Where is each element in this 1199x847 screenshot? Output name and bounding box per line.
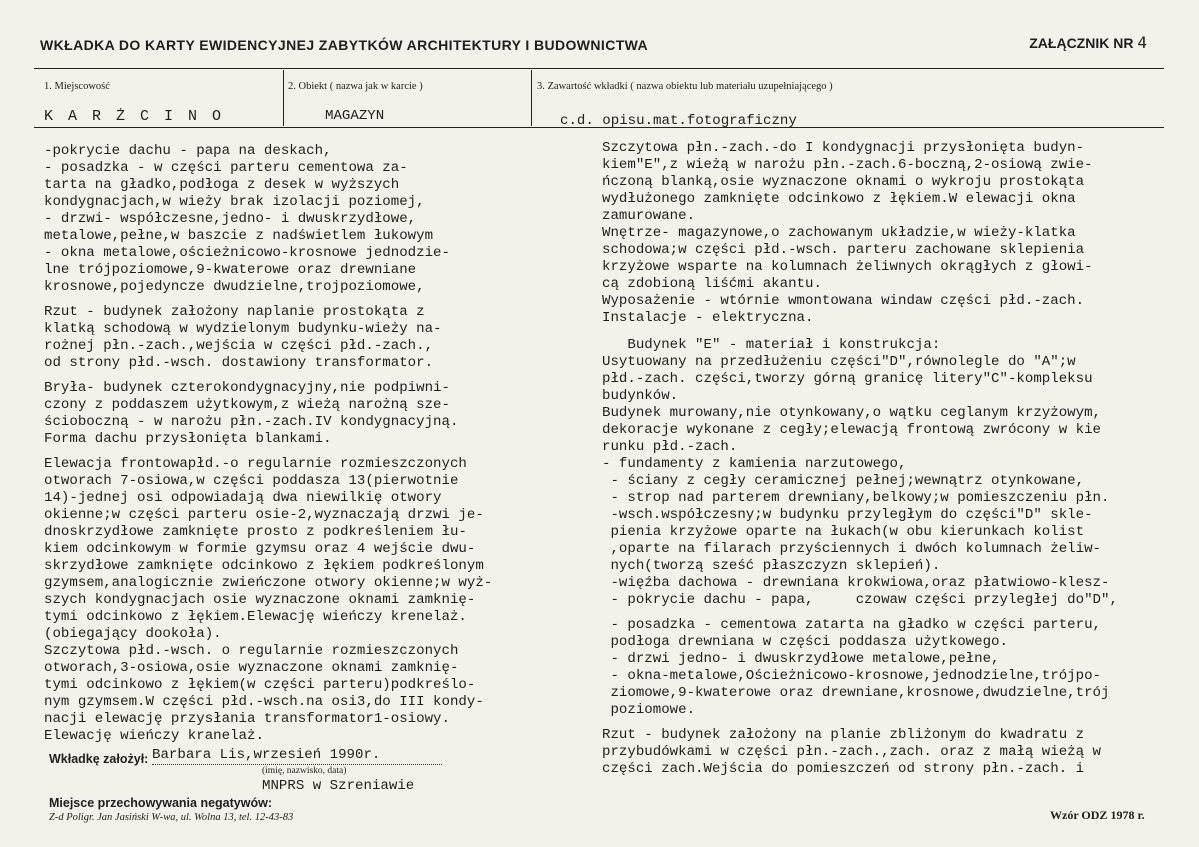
annex-number: 4 [1137, 33, 1147, 52]
negatives-label: Miejsce przechowywania negatywów: [49, 796, 272, 810]
text-line: budynków. [602, 388, 679, 404]
text-line: szych kondygnacjach osie wyznaczone oknami zamknię- [44, 592, 476, 608]
text-line: -więźba dachowa - drewniana krokwiowa,oraz płatwiowo-klesz- [602, 575, 1110, 591]
text-line: części zach.Wejścia do pomieszczeń od strony płn.-zach. i [602, 761, 1085, 777]
text-line: (obiegający dookoła). [44, 626, 222, 642]
text-line: - drzwi- współczesne,jedno- i dwuskrzydłowe, [44, 211, 417, 227]
text-line: tarta na gładko,podłoga z desek w wyższych [44, 177, 400, 193]
text-line: kondygnacjach,w wieży brak izolacji poziomej, [44, 194, 425, 210]
left-text-column [44, 143, 492, 745]
text-line: - posadzka - w części parteru cementowa za- [44, 160, 408, 176]
content-label: 3. Zawartość wkładki ( nazwa obiektu lub materiału uzupełniającego ) [537, 81, 833, 92]
text-line: zamurowane. [602, 208, 696, 224]
text-line: schodowa;w części płd.-wsch. parteru zachowane sklepienia [602, 242, 1085, 258]
text-line: skrzydłowe zamknięte odcinkowo z łękiem podkreślonym [44, 558, 484, 574]
text-line: Wnętrze- magazynowe,o zachowanym układzie,w wieży-klatka [602, 225, 1076, 241]
text-line: - pokrycie dachu - papa, czowaw części przyległej do"D", [602, 592, 1118, 608]
form-title: WKŁADKA DO KARTY EWIDENCYJNEJ ZABYTKÓW ARCHITEKTURY I BUDOWNICTWA [40, 37, 649, 53]
text-line: - drzwi jedno- i dwuskrzydłowe metalowe,pełne, [602, 651, 1000, 667]
spacer [44, 296, 492, 304]
text-line: dekoracje wykonane z cegły;elewacją frontową zwrócony w kie [602, 422, 1101, 438]
text-line: ziomowe,9-kwaterowe oraz drewniane,krosnowe,dwudzielne,trój [602, 685, 1110, 701]
spacer [602, 327, 1118, 337]
text-line: dnoskrzydłowe zamknięte prosto z podkreśleniem łu- [44, 524, 467, 540]
text-line: - okna-metalowe,Ościeżnicowo-krosnowe,jednodzielne,trójpo- [602, 668, 1101, 684]
text-line: Szczytowa płn.-zach.-do I kondygnacji przysłonięta budyn- [602, 140, 1085, 156]
text-line: tymi odcinkowo z łękiem.Elewację wieńczy krenelaż. [44, 609, 467, 625]
annex-label-text: ZAŁĄCZNIK NR [1029, 35, 1134, 51]
text-line: Elewację wieńczy kranelaż. [44, 728, 264, 744]
text-line: - fundamenty z kamienia narzutowego, [602, 456, 907, 472]
text-line: - strop nad parterem drewniany,belkowy;w pomieszczeniu płn. [602, 490, 1110, 506]
text-line: podłoga drewniana w części poddasza użytkowego. [602, 634, 1008, 650]
text-line: kiem"E",z wieżą w narożu płn.-zach.6-boczną,2-osiową zwie- [602, 157, 1093, 173]
text-line: Bryła- budynek czterokondygnacyjny,nie podpiwni- [44, 380, 450, 396]
text-line: Rzut - budynek założony na planie zbliżonym do kwadratu z [602, 727, 1085, 743]
right-text-column [602, 140, 1118, 778]
text-line: czony z poddaszem użytkowym,z wieżą narożną sze- [44, 397, 450, 413]
text-line: tymi odcinkowo z łękiem(w części parteru)podkreślo- [44, 677, 476, 693]
text-line: Wyposażenie - wtórnie wmontowana windaw części płd.-zach. [602, 293, 1085, 309]
spacer [602, 609, 1118, 617]
text-line: gzymsem,analogicznie zwieńczone otwory okienne;w wyż- [44, 575, 493, 591]
text-line: cą zdobioną liśćmi akantu. [602, 276, 822, 292]
text-line: poziomowe. [602, 702, 696, 718]
annex-label [1029, 33, 1147, 52]
printer-info: Z-d Poligr. Jan Jasiński W-wa, ul. Wolna 13, tel. 12-43-83 [49, 812, 294, 823]
text-line: ńczoną blanką,osie wyznaczone oknami o wykroju prostokąta [602, 174, 1085, 190]
text-line: ,oparte na filarach przyściennych i dwóch kolumnach żeliw- [602, 541, 1101, 557]
text-line: ścioboczną - w narożu płn.-zach.IV kondygnacyjną. [44, 414, 459, 430]
text-line: -wsch.współczesny;w budynku przyległym do części"D" skle- [602, 507, 1093, 523]
text-line: klatką schodową w wydzielonym budynku-wieży na- [44, 321, 442, 337]
text-line: - posadzka - cementowa zatarta na gładko w części parteru, [602, 617, 1101, 633]
form-pattern: Wzór ODZ 1978 r. [1050, 808, 1145, 822]
text-line: pienia krzyżowe oparte na łukach(w obu kierunkach kolist [602, 524, 1085, 540]
text-line: 14)-jednej osi odpowiadają dwa niewilkię otwory [44, 490, 442, 506]
text-line: nym gzymsem.W części płd.-wsch.na osi3,do III kondy- [44, 694, 484, 710]
top-rule [34, 68, 1164, 69]
locality-value: K A R Ż C I N O [44, 108, 225, 125]
text-line: rożnej płn.-zach.,wejścia w części płd.-zach., [44, 338, 434, 354]
text-line: od strony płd.-wsch. dostawiony transformator. [44, 355, 434, 371]
text-line: Budynek murowany,nie otynkowany,o wątku ceglanym krzyżowym, [602, 405, 1101, 421]
text-line: nacji elewację przysłania transformator1-osiowy. [44, 711, 450, 727]
text-line: krzyżowe wsparte na kolumnach żeliwnych okrągłych z głowi- [602, 259, 1093, 275]
text-line: - okna metalowe,ościeżnicowo-krosnowe jednodzie- [44, 245, 450, 261]
text-line: kiem odcinkowym w formie gzymsu oraz 4 wejście dwu- [44, 541, 476, 557]
text-line: - ściany z cegły ceramicznej pełnej;wewnątrz otynkowane, [602, 473, 1085, 489]
author-hint: (imię, nazwisko, data) [262, 766, 347, 776]
text-line: otworach,3-osiowa,osie wyznaczone oknami zamknię- [44, 660, 459, 676]
text-line: Elewacja frontowapłd.-o regularnie rozmieszczonych [44, 456, 467, 472]
text-line: metalowe,pełne,w baszcie z nadświetlem łukowym [44, 228, 434, 244]
text-line: -pokrycie dachu - papa na deskach, [44, 143, 332, 159]
negatives-value: MNPRS w Szreniawie [262, 778, 415, 794]
spacer [44, 448, 492, 456]
text-line: nych(tworzą sześć płaszczyzn sklepień). [602, 558, 941, 574]
text-line: okienne;w części parteru osie-2,wyznaczają drzwi je- [44, 507, 484, 523]
text-line: przybudówkami w części płn.-zach.,zach. oraz z małą wieżą w [602, 744, 1101, 760]
content-value: c.d. opisu.mat.fotograficzny [560, 113, 797, 129]
author-value: Barbara Lis,wrzesień 1990r. [152, 747, 442, 765]
field-divider-2 [531, 70, 532, 126]
text-line: Rzut - budynek założony naplanie prostokąta z [44, 304, 425, 320]
text-line: wydłużonego zamknięte odcinkowo z łękiem.W elewacji okna [602, 191, 1076, 207]
text-line: Budynek "E" - materiał i konstrukcja: [602, 337, 941, 353]
author-label: Wkładkę założył: [49, 752, 149, 766]
text-line: otworach 7-osiowa,w części poddasza 13(pierwotnie [44, 473, 459, 489]
text-line: płd.-zach. części,tworzy górną granicę litery"C"-kompleksu [602, 371, 1093, 387]
fields-bottom-rule [34, 127, 1164, 128]
text-line: Instalacje - elektryczna. [602, 310, 814, 326]
text-line: Szczytowa płd.-wsch. o regularnie rozmieszczonych [44, 643, 459, 659]
text-line: Forma dachu przysłonięta blankami. [44, 431, 332, 447]
text-line: krosnowe,pojedyncze dwudzielne,trojpoziomowe, [44, 279, 425, 295]
field-divider-1 [283, 70, 284, 126]
text-line: Usytuowany na przedłużeniu części"D",równolegle do "A";w [602, 354, 1076, 370]
text-line: lne trójpoziomowe,9-kwaterowe oraz drewniane [44, 262, 417, 278]
object-label: 2. Obiekt ( nazwa jak w karcie ) [288, 81, 423, 92]
spacer [44, 372, 492, 380]
locality-label: 1. Miejscowość [44, 81, 110, 92]
text-line: runku płd.-zach. [602, 439, 738, 455]
spacer [602, 719, 1118, 727]
object-value: MAGAZYN [325, 108, 385, 124]
